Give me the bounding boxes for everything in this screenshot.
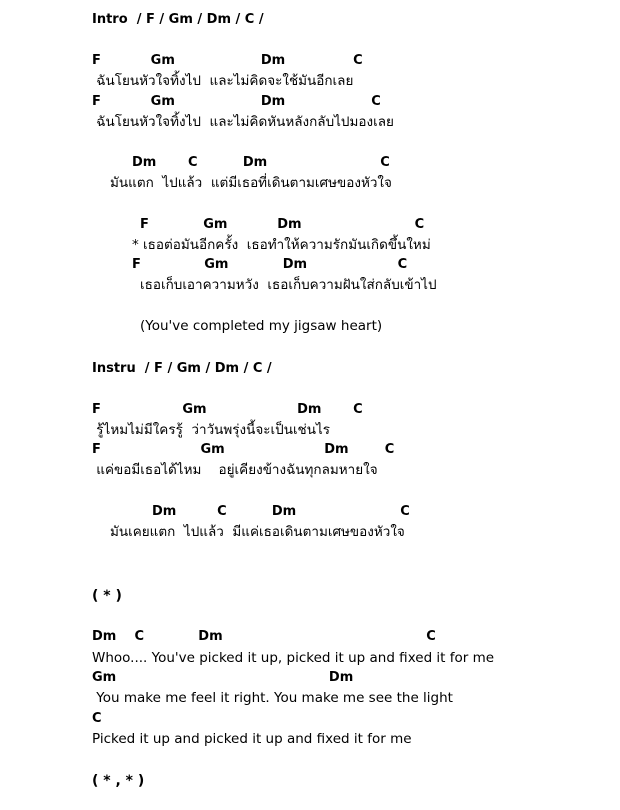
english-lyric-line: Picked it up and picked it up and fixed it for me <box>92 731 412 747</box>
chord-line: F Gm Dm C <box>92 442 395 457</box>
lyric-line: เธอเก็บเอาความหวัง เธอเก็บความฝันใส่กลับเข้าไป <box>140 277 437 293</box>
chord-line: Dm C Dm C <box>152 504 410 519</box>
english-lyric-line: You make me feel it right. You make me see the light <box>92 690 453 706</box>
chord-line: F Gm Dm C <box>92 402 363 417</box>
end-repeat-marker: ( * , * ) <box>92 773 145 789</box>
chord-line: F Gm Dm C <box>92 94 381 109</box>
chord-line: F Gm Dm C <box>140 217 425 232</box>
chord-line: C <box>92 711 102 726</box>
lyric-line: ฉันโยนหัวใจทิ้งไป และไม่คิดจะใช้มันอีกเลย <box>92 73 354 89</box>
english-lyric-line: Whoo.... You've picked it up, picked it up and fixed it for me <box>92 650 495 666</box>
chord-line: Dm C Dm C <box>92 629 436 644</box>
chorus-repeat-marker: ( * ) <box>92 588 122 604</box>
chord-line: F Gm Dm C <box>132 257 408 272</box>
lyric-line: รู้ไหมไม่มีใครรู้ ว่าวันพรุ่งนี้จะเป็นเช่นไร <box>92 422 330 438</box>
lyric-line: * เธอต่อมันอีกครั้ง เธอทำให้ความรักมันเกิดขึ้นใหม่ <box>132 237 431 253</box>
lyric-line: แค่ขอมีเธอได้ไหม อยู่เคียงข้างฉันทุกลมหายใจ <box>92 462 378 478</box>
lyric-line: มันเคยแตก ไปแล้ว มีแค่เธอเดินตามเศษของหัวใจ <box>110 524 405 540</box>
chord-line: F Gm Dm C <box>92 53 363 68</box>
chord-line: Gm Dm <box>92 670 354 685</box>
intro-line: Intro / F / Gm / Dm / C / <box>92 12 264 27</box>
lyric-line: ฉันโยนหัวใจทิ้งไป และไม่คิดหันหลังกลับไปมองเลย <box>92 114 394 130</box>
instru-line: Instru / F / Gm / Dm / C / <box>92 361 272 376</box>
english-lyric-line: (You've completed my jigsaw heart) <box>140 318 383 334</box>
chord-line: Dm C Dm C <box>132 155 390 170</box>
lyric-line: มันแตก ไปแล้ว แต่มีเธอที่เดินตามเศษของหัวใจ <box>110 175 392 191</box>
